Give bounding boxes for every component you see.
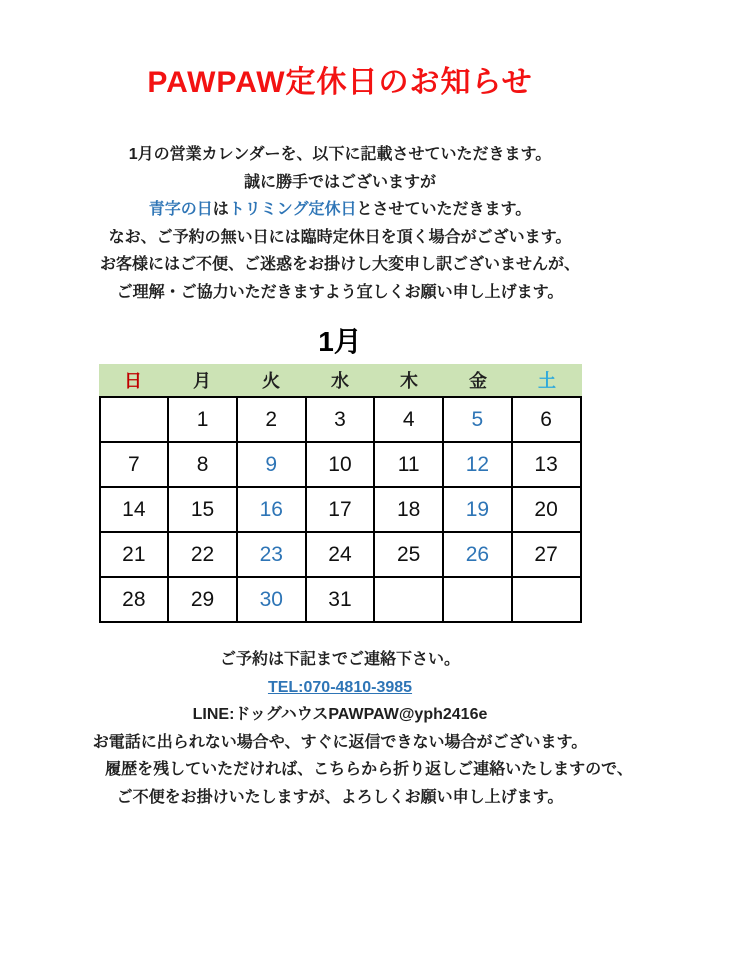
calendar-week-row (100, 532, 581, 577)
weekday-header-cell: 木 (400, 371, 418, 391)
calendar-day-cell: 16 (237, 487, 306, 532)
calendar-week-row (100, 577, 581, 622)
calendar-day-cell: 27 (512, 532, 581, 577)
intro-line-3-blue-term-1: 青字の日 (148, 201, 213, 218)
tel-link[interactable]: TEL:070-4810-3985 (267, 678, 413, 696)
footer-paragraph (0, 646, 680, 811)
calendar-week-row (100, 397, 581, 442)
calendar-day-cell: 31 (306, 577, 375, 622)
calendar-day-cell: 14 (100, 487, 169, 532)
intro-line-3 (0, 196, 680, 224)
calendar-day-cell: 24 (306, 532, 375, 577)
calendar-table (99, 396, 582, 623)
calendar-day-cell: 25 (374, 532, 443, 577)
calendar-day-cell: 21 (100, 532, 169, 577)
calendar-week-row (100, 442, 581, 487)
calendar-day-cell: 12 (443, 442, 512, 487)
calendar-day-cell: 28 (100, 577, 169, 622)
calendar-day-cell: 1 (168, 397, 237, 442)
footer-note-3: ご不便をお掛けいたしますが、よろしくお願い申し上げます。 (116, 788, 564, 806)
calendar-week-row (100, 487, 581, 532)
weekday-header-cell: 日 (124, 371, 142, 391)
calendar-day-cell: 20 (512, 487, 581, 532)
calendar-day-cell: 6 (512, 397, 581, 442)
calendar-day-cell: 9 (237, 442, 306, 487)
calendar-day-cell: 22 (168, 532, 237, 577)
weekday-header-cell: 金 (469, 371, 487, 391)
calendar-day-cell: 7 (100, 442, 169, 487)
calendar-day-cell: 23 (237, 532, 306, 577)
calendar-empty-cell (443, 577, 512, 622)
calendar-day-cell: 4 (374, 397, 443, 442)
intro-line-2: 誠に勝手ではございますが (243, 173, 436, 191)
calendar-day-cell: 17 (306, 487, 375, 532)
calendar-day-cell: 10 (306, 442, 375, 487)
calendar-empty-cell (100, 397, 169, 442)
weekday-header-cell: 月 (193, 371, 211, 391)
weekday-header-row (99, 364, 582, 396)
calendar-day-cell: 29 (168, 577, 237, 622)
calendar-day-cell: 8 (168, 442, 237, 487)
intro-paragraph (0, 141, 680, 306)
calendar-empty-cell (512, 577, 581, 622)
intro-line-6: ご理解・ご協力いただきますよう宜しくお願い申し上げます。 (116, 283, 564, 301)
intro-line-1: 1月の営業カレンダーを、以下に記載させていただきます。 (128, 146, 552, 163)
calendar-day-cell: 19 (443, 487, 512, 532)
intro-line-3-black-2: とさせていただきます。 (356, 201, 532, 218)
weekday-header-cell: 火 (262, 371, 280, 391)
intro-line-3-blue-term-2: トリミング定休日 (228, 201, 357, 218)
calendar-day-cell: 18 (374, 487, 443, 532)
calendar-day-cell: 3 (306, 397, 375, 442)
calendar-month-title: 1月 (318, 326, 362, 357)
calendar-day-cell: 2 (237, 397, 306, 442)
calendar-day-cell: 13 (512, 442, 581, 487)
calendar-empty-cell (374, 577, 443, 622)
calendar-table-body (100, 397, 581, 622)
intro-line-4: なお、ご予約の無い日には臨時定休日を頂く場合がございます。 (108, 228, 572, 246)
intro-line-5: お客様にはご不便、ご迷惑をお掛けし大変申し訳ございませんが、 (99, 256, 580, 273)
footer-line-id: LINE:ドッグハウスPAWPAW@yph2416e (192, 706, 488, 723)
weekday-header-cell: 土 (538, 371, 556, 391)
calendar-day-cell: 11 (374, 442, 443, 487)
footer-note-1: お電話に出られない場合や、すぐに返信できない場合がございます。 (92, 733, 588, 751)
footer-reserve-line: ご予約は下記までご連絡下さい。 (219, 651, 460, 668)
calendar (99, 364, 582, 623)
footer-note-2: 履歴を残していただければ、こちらから折り返しご連絡いたしますので、 (105, 761, 633, 778)
intro-line-3-black-1: は (212, 201, 229, 218)
calendar-day-cell: 5 (443, 397, 512, 442)
notice-title: PAWPAW定休日のお知らせ (147, 66, 533, 99)
calendar-day-cell: 15 (168, 487, 237, 532)
weekday-header-cell: 水 (331, 371, 349, 391)
calendar-day-cell: 30 (237, 577, 306, 622)
calendar-day-cell: 26 (443, 532, 512, 577)
